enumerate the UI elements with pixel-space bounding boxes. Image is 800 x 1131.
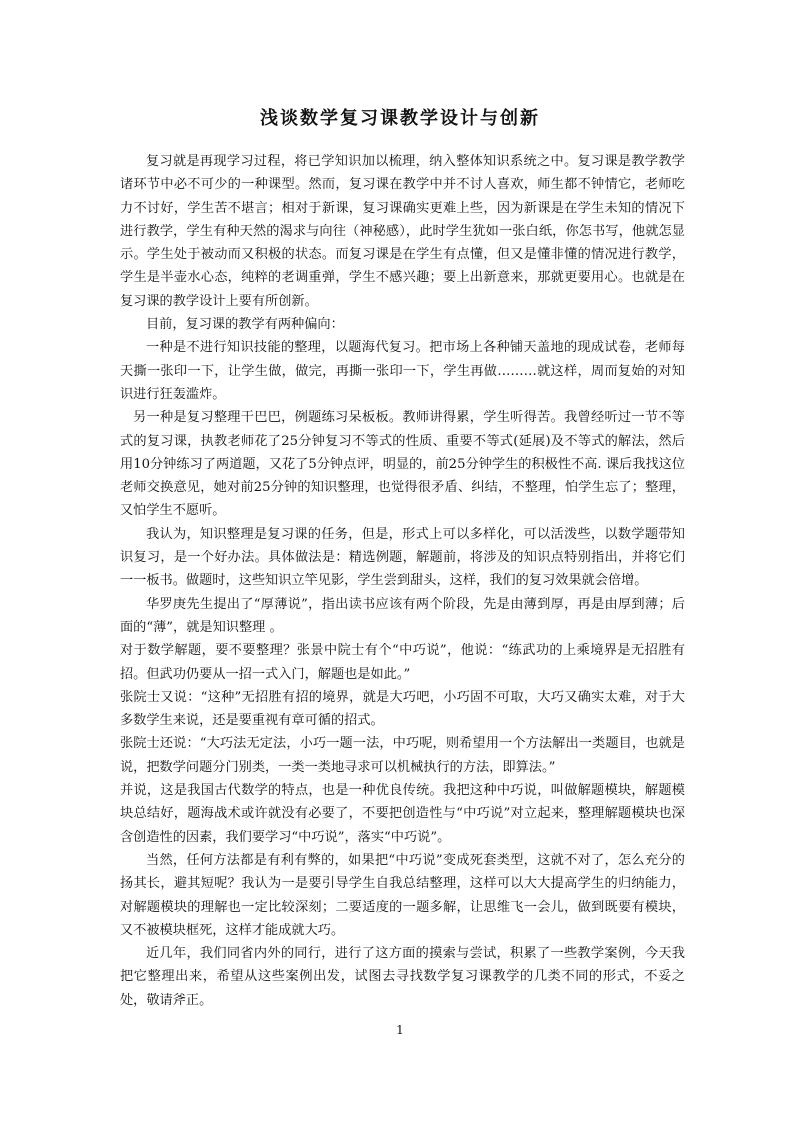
paragraph-zhang-quote-2: 张院士又说：“这种”无招胜有招的境界，就是大巧吧，小巧固不可取，大巧又确实太难，对于大多数学生来说，还是要重视有章可循的招式。 <box>120 689 685 729</box>
paragraph-intro: 复习就是再现学习过程，将已学知识加以梳理，纳入整体知识系统之中。复习课是教学教学诸环节中必不可少的一种课型。然而，复习课在教学中并不讨人喜欢，师生都不钟情它，老师吃力不讨好，学生苦不堪言；相对于新课，复习课确实更难上些，因为新课是在学生未知的情况下进行教学，学生有种天然的渴求与向往（神秘感），此时学生犹如一张白纸，你怎书写，他就怎显示。学生处于被动而又积极的状态。而复习课是在学生有点懂，但又是懂非懂的情况进行教学，学生是半壶水心态，纯粹的老调重弹，学生不感兴趣；要上出新意来，那就更要用心。也就是在复习课的教学设计上要有所创新。 <box>120 154 685 309</box>
paragraph-zhang-quote-1: 对于数学解题，要不要整理？张景中院士有个“中巧说”，他说：“练武功的上乘境界是无招胜有招。但武功仍要从一招一式入门，解题也是如此。” <box>120 643 685 682</box>
paragraph-two-tendencies: 目前，复习课的教学有两种偏向： <box>146 317 344 333</box>
document-body <box>120 150 685 1012</box>
paragraph-solving-modules: 并说，这是我国古代数学的特点，也是一种优良传统。我把这种中巧说，叫做解题模块，解题模块总结好，题海战术或许就没有必要了，不要把创造性与“中巧说”对立起来，整理解题模块也深含创造性的因素，我们要学习“中巧说”，落实“中巧说”。 <box>120 783 685 845</box>
paragraph-zhang-quote-3: 张院士还说：“大巧法无定法，小巧一题一法，中巧呢，则希望用一个方法解出一类题目，也就是说，把数学问题分门别类，一类一类地寻求可以机械执行的方法，即算法。” <box>120 736 685 775</box>
page-number: 1 <box>396 1023 404 1037</box>
paragraph-conclusion: 近几年，我们同省内外的同行，进行了这方面的摸索与尝试，积累了一些教学案例，今天我把它整理出来，希望从这些案例出发，试图去寻找数学复习课教学的几类不同的形式，不妥之处，敬请斧正。 <box>120 946 685 1008</box>
paragraph-my-view: 我认为，知识整理是复习课的任务，但是，形式上可以多样化，可以活泼些，以数学题带知识复习，是一个好办法。具体做法是：精选例题，解题前，将涉及的知识点特别指出，并将它们一一板书。做题时，这些知识立竿见影，学生尝到甜头，这样，我们的复习效果就会倍增。 <box>120 526 685 589</box>
paragraph-tendency-one: 一种是不进行知识技能的整理，以题海代复习。把市场上各种铺天盖地的现成试卷，老师每天撕一张印一下，让学生做，做完，再撕一张印一下，学生再做………就这样，周而复始的对知识进行狂轰滥炸。 <box>120 340 685 402</box>
document-title: 浅谈数学复习课教学设计与创新 <box>260 108 540 129</box>
paragraph-pros-cons: 当然，任何方法都是有利有弊的，如果把“中巧说”变成死套类型，这就不对了，怎么充分的扬其长，避其短呢？我认为一是要引导学生自我总结整理，这样可以大大提高学生的归纳能力，对解题模块的理解也一定比较深刻；二要适度的一题多解，让思维飞一会儿，做到既要有模块，又不被模块框死，这样才能成就大巧。 <box>120 852 685 938</box>
paragraph-tendency-two: 另一种是复习整理干巴巴，例题练习呆板板。教师讲得累，学生听得苦。我曾经听过一节不等式的复习课，执教老师花了25分钟复习不等式的性质、重要不等式(延展)及不等式的解法，然后用10分钟练习了两道题，又花了5分钟点评，明显的，前25分钟学生的积极性不高. 课后我找这位老师交换意见，她对前25分钟的知识整理，也觉得很矛盾、纠结，不整理，怕学生忘了；整理，又怕学生不愿听。 <box>120 410 685 519</box>
paragraph-hua-luogeng: 华罗庚先生提出了“厚薄说”，指出读书应该有两个阶段，先是由薄到厚，再是由厚到薄；后面的“薄”，就是知识整理 。 <box>120 596 685 635</box>
